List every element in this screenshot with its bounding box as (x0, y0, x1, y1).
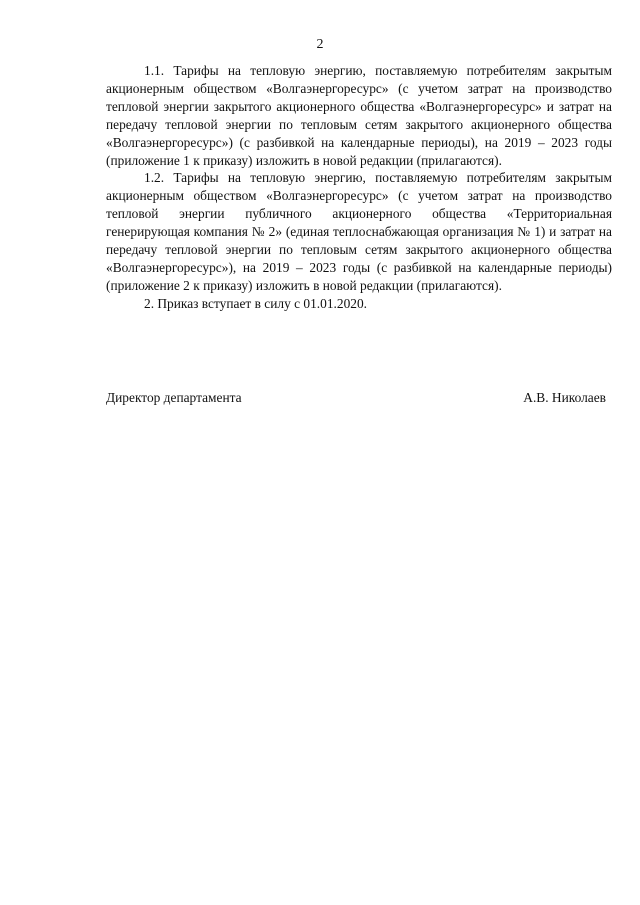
signatory-position: Директор департамента (106, 390, 242, 405)
signatory-name: А.В. Николаев (523, 390, 606, 405)
page-number: 2 (316, 37, 324, 52)
document-body (106, 62, 612, 313)
paragraph-1-1: 1.1. Тарифы на тепловую энергию, поставляемую потребителям закрытым акционерным обществом «Волгаэнергоресурс» (с учетом затрат на производство тепловой энергии закрытого акционерного общества «Волгаэнергоресурс» и затрат на передачу тепловой энергии по тепловым сетям закрытого акционерного общества «Волгаэнергоресурс») (с разбивкой на календарные периоды), на 2019 – 2023 годы (приложение 1 к приказу) изложить в новой редакции (прилагаются). (106, 63, 612, 168)
paragraph-1-2: 1.2. Тарифы на тепловую энергию, поставляемую потребителям закрытым акционерным обществом «Волгаэнергоресурс» (с учетом затрат на производство тепловой энергии публичного акционерного общества «Территориальная генерирующая компания № 2» (единая теплоснабжающая организация № 1) и затрат на передачу тепловой энергии по тепловым сетям закрытого акционерного общества «Волгаэнергоресурс»), на 2019 – 2023 годы (с разбивкой на календарные периоды) (приложение 2 к приказу) изложить в новой редакции (прилагаются). (106, 170, 612, 293)
signature-block (106, 389, 606, 407)
paragraph-2: 2. Приказ вступает в силу с 01.01.2020. (144, 295, 368, 311)
